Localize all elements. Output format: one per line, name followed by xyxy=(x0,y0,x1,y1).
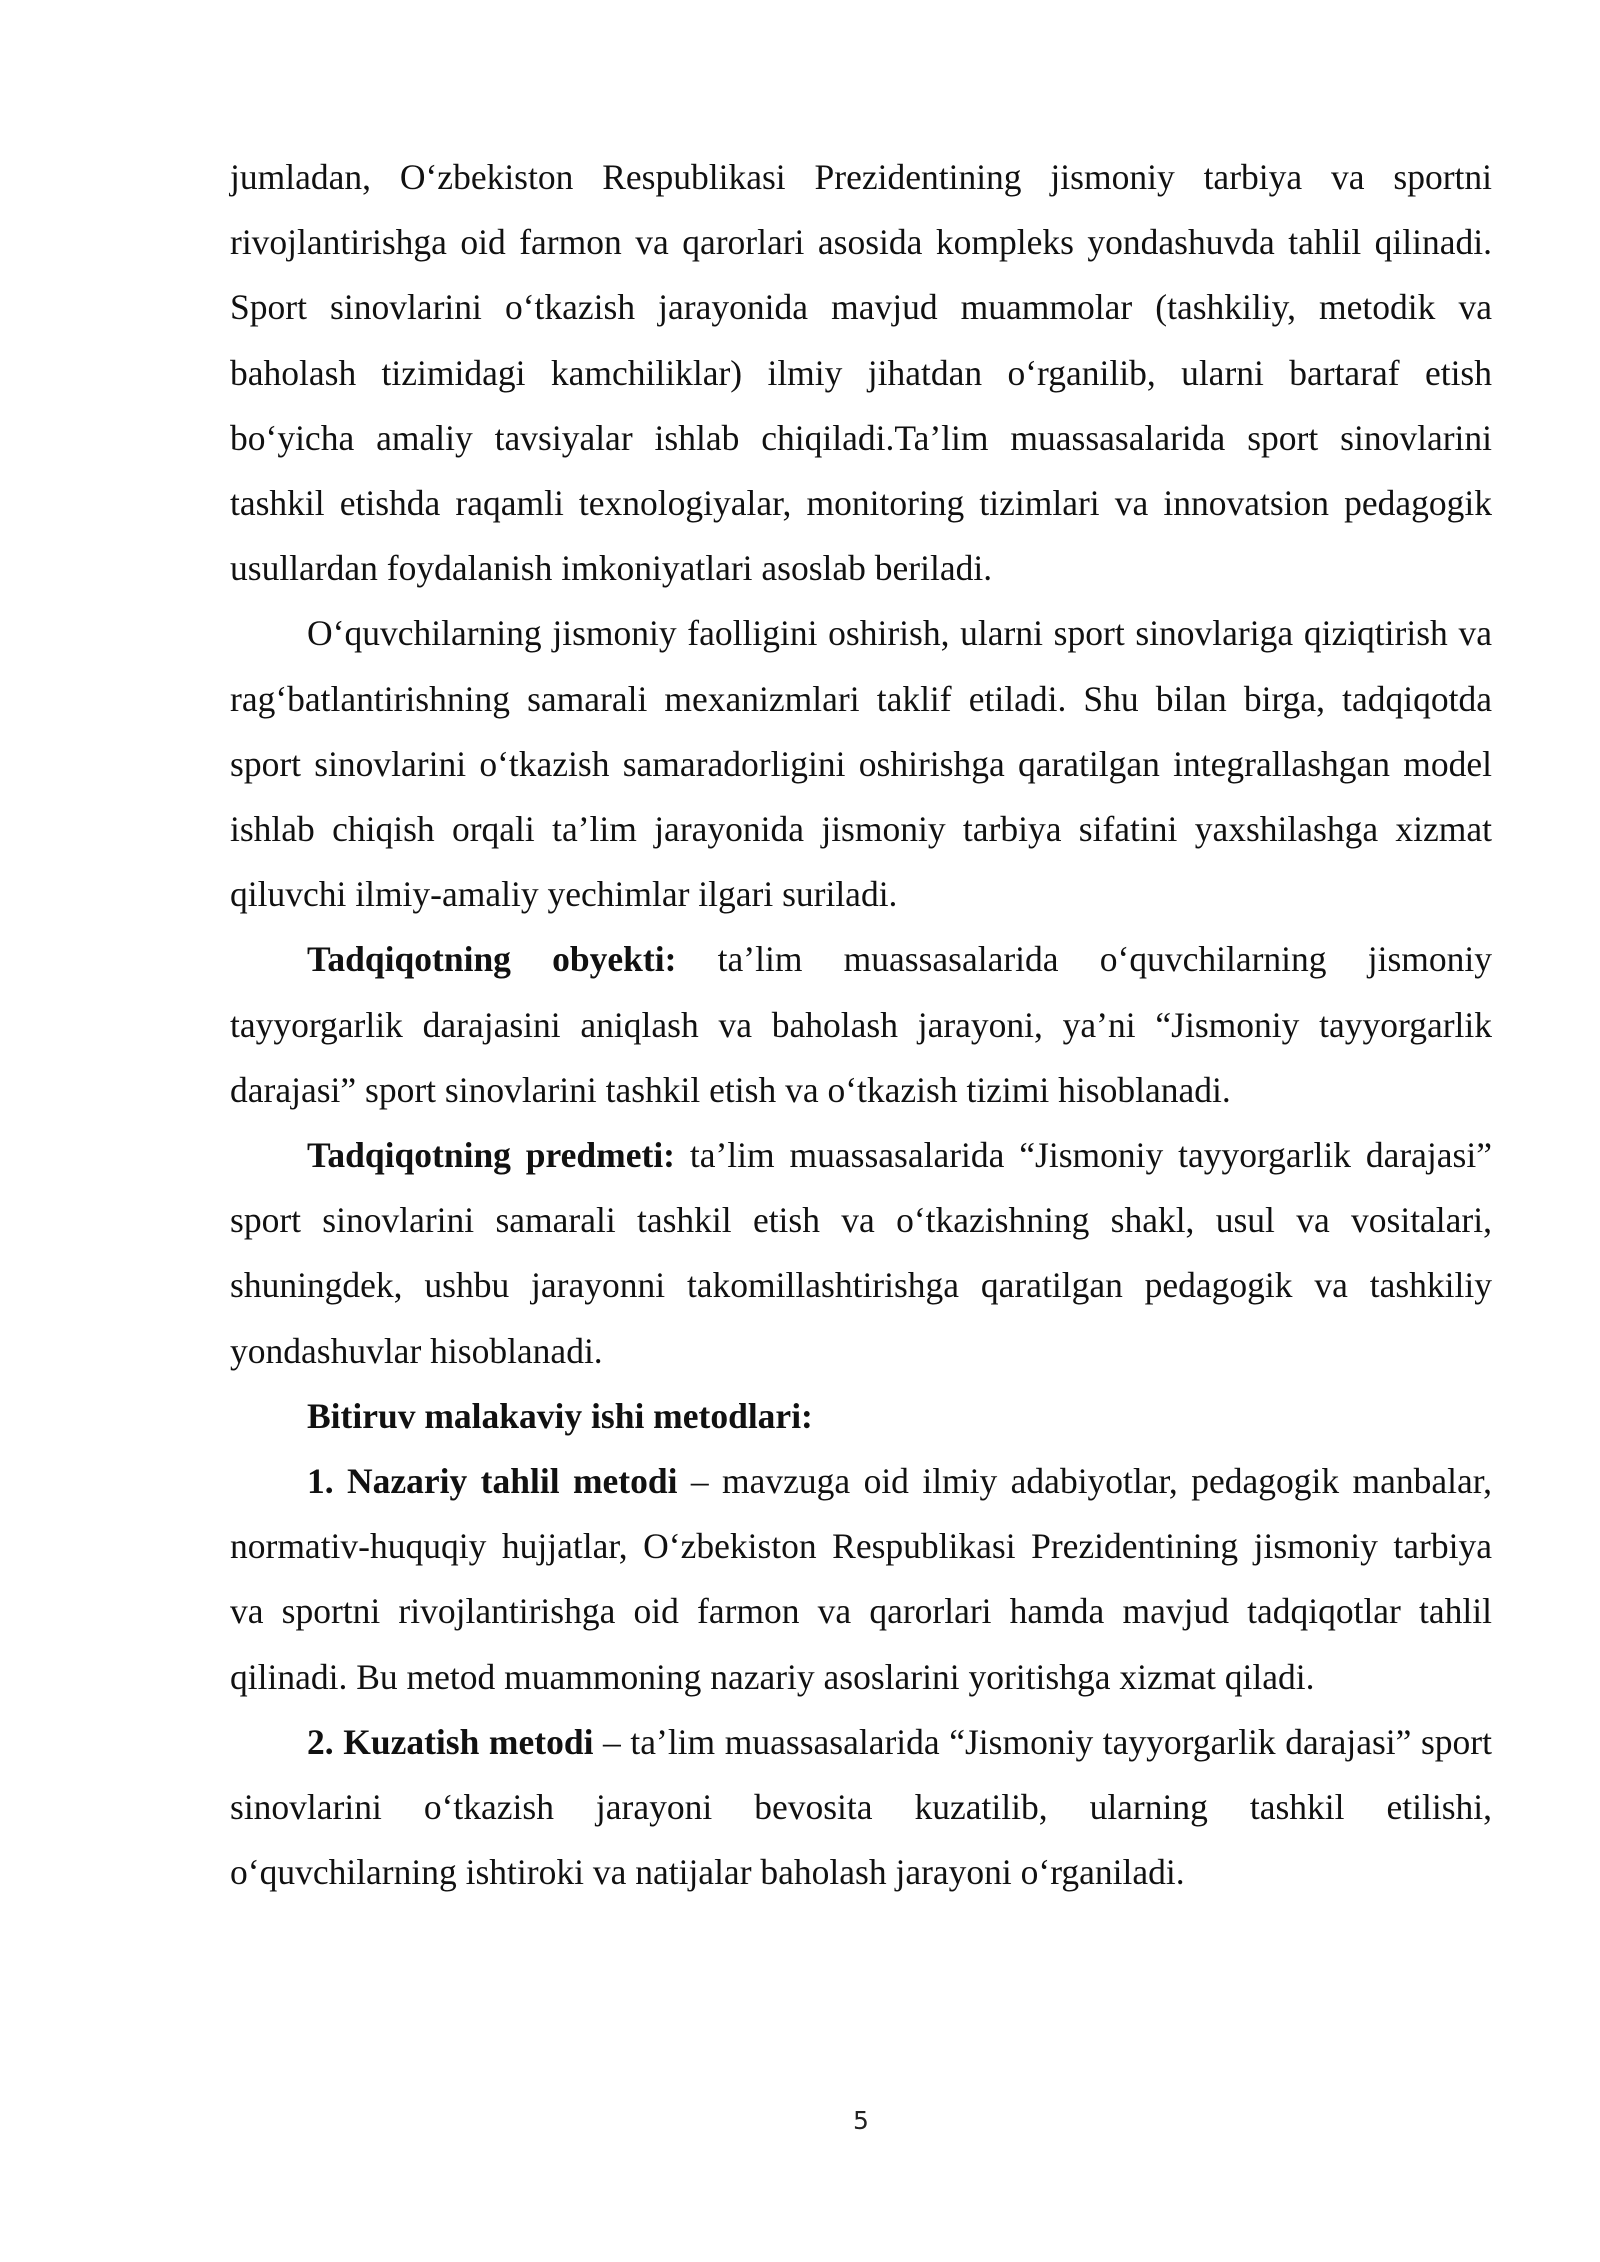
paragraph-method-theoretical xyxy=(230,1449,1492,1710)
research-subject-label: Tadqiqotning predmeti: xyxy=(307,1135,675,1176)
paragraph-research-object xyxy=(230,927,1492,1123)
document-page xyxy=(230,145,1492,1905)
method-theoretical-text: – mavzuga oid ilmiy adabiyotlar, pedagogik manbalar, normativ-huquqiy hujjatlar, O‘zbekiston Respublikasi Prezidentining jismoniy tarbiya va sportni rivojlantirishga oid farmon va qarorlari hamda mavjud tadqiqotlar tahlil qilinadi. Bu metod muammoning nazariy asoslarini yoritishga xizmat qiladi. xyxy=(230,1461,1492,1697)
method-observation-text: – ta’lim muassasalarida “Jismoniy tayyorgarlik darajasi” sport sinovlarini o‘tkazish jarayoni bevosita kuzatilib, ularning tashkil etilishi, o‘quvchilarning ishtiroki va natijalar baholash jarayoni o‘rganiladi. xyxy=(230,1721,1492,1893)
method-theoretical-label: 1. Nazariy tahlil metodi xyxy=(307,1461,678,1502)
method-observation-label: 2. Kuzatish metodi xyxy=(307,1721,594,1762)
methods-heading xyxy=(230,1384,1492,1449)
paragraph-continuation: jumladan, O‘zbekiston Respublikasi Prezidentining jismoniy tarbiya va sportni rivojlantirishga oid farmon va qarorlari asosida kompleks yondashuvda tahlil qilinadi. Sport sinovlarini o‘tkazish jarayonida mavjud muammolar (tashkiliy, metodik va baholash tizimidagi kamchiliklar) ilmiy jihatdan o‘rganilib, ularni bartaraf etish bo‘yicha amaliy tavsiyalar ishlab chiqiladi.Ta’lim muassasalarida sport sinovlarini tashkil etishda raqamli texnologiyalar, monitoring tizimlari va innovatsion pedagogik usullardan foydalanish imkoniyatlari asoslab beriladi. xyxy=(230,157,1492,589)
paragraph-method-observation xyxy=(230,1710,1492,1906)
methods-heading-label: Bitiruv malakaviy ishi metodlari: xyxy=(307,1395,813,1436)
research-subject-text: ta’lim muassasalarida “Jismoniy tayyorgarlik darajasi” sport sinovlarini samarali tashkil etish va o‘tkazishning shakl, usul va vositalari, shuningdek, ushbu jarayonni takomillashtirishga qaratilgan pedagogik va tashkiliy yondashuvlar hisoblanadi. xyxy=(230,1135,1492,1371)
research-object-label: Tadqiqotning obyekti: xyxy=(307,939,677,980)
paragraph-activity: O‘quvchilarning jismoniy faolligini oshirish, ularni sport sinovlariga qiziqtirish va rag‘batlantirishning samarali mexanizmlari taklif etiladi. Shu bilan birga, tadqiqotda sport sinovlarini o‘tkazish samaradorligini oshirishga qaratilgan integrallashgan model ishlab chiqish orqali ta’lim jarayonida jismoniy tarbiya sifatini yaxshilashga xizmat qiluvchi ilmiy-amaliy yechimlar ilgari suriladi. xyxy=(230,613,1492,915)
page-number: 5 xyxy=(853,2106,869,2135)
paragraph-research-subject xyxy=(230,1123,1492,1384)
research-object-text: ta’lim muassasalarida o‘quvchilarning jismoniy tayyorgarlik darajasini aniqlash va baholash jarayoni, ya’ni “Jismoniy tayyorgarlik darajasi” sport sinovlarini tashkil etish va o‘tkazish tizimi hisoblanadi. xyxy=(230,939,1493,1110)
